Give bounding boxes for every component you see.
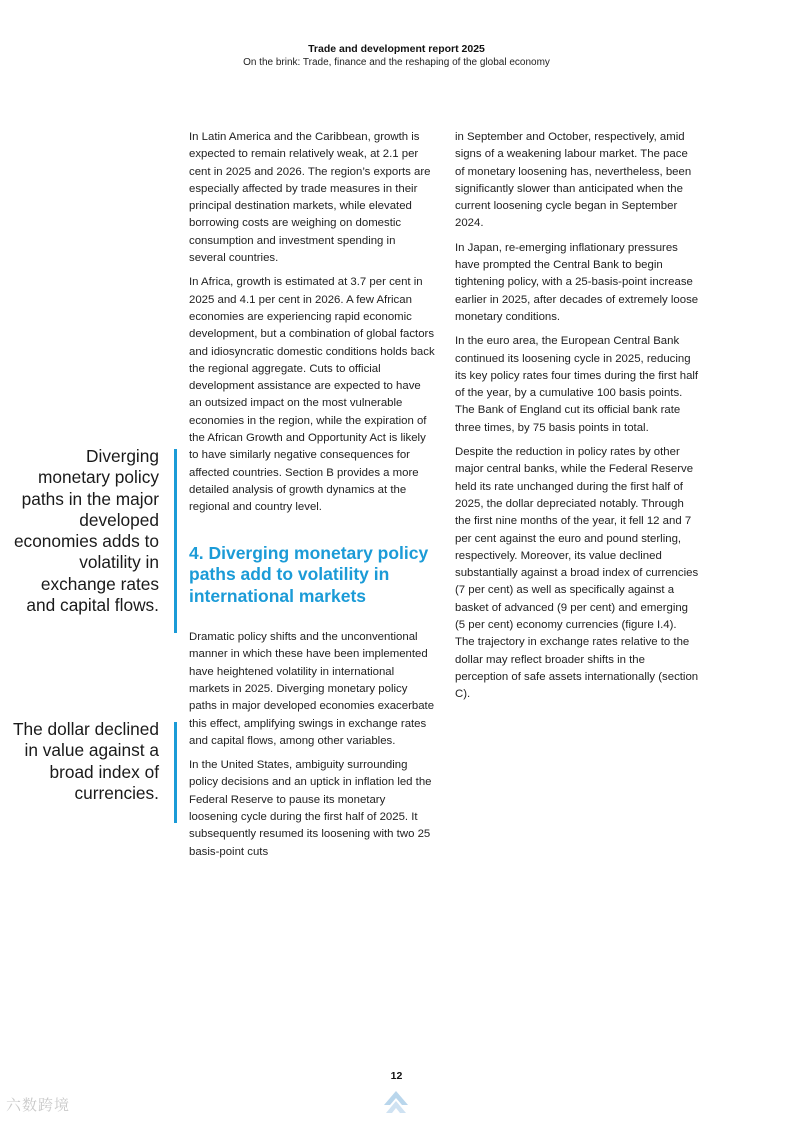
paragraph-us-continued: in September and October, respectively, amid signs of a weakening labour market. The pace of monetary loosening has, nevertheless, been significantly slower than anticipated when the current loosening cycle began in September 2024. — [455, 131, 692, 230]
paragraph-latin-america: In Latin America and the Caribbean, growth is expected to remain relatively weak, at 2.1 per cent in 2025 and 2026. The region’s exports are especially affected by trade measures in their principal destination markets, while elevated borrowing costs are weighing on domestic consumption and investment spending in several countries. — [189, 131, 431, 265]
paragraph-africa: In Africa, growth is estimated at 3.7 per cent in 2025 and 4.1 per cent in 2026. A few African economies are experiencing rapid economic development, but a combination of global factors and idiosyncratic domestic conditions holds back the regional aggregate. Cuts to official development assistance are expected to have an outsized impact on the most vulnerable economies in the region, while the expiration of the African Growth and Opportunity Act is likely to have similarly negative consequences for affected countries. Section B provides a more detailed analysis of growth dynamics at the regional and country level. — [189, 276, 435, 514]
pull-quote-monetary-policy: Diverging monetary policy paths in the major developed economies adds to volatility in exchange rates and capital flows. — [13, 446, 159, 616]
pull-quote-rule — [174, 449, 177, 633]
report-title: Trade and development report 2025 — [308, 43, 485, 55]
paragraph-japan: In Japan, re-emerging inflationary pressures have prompted the Central Bank to begin tightening policy, with a 25-basis-point increase earlier in 2025, after decades of extremely loose monetary conditions. — [455, 241, 699, 323]
body-column-right — [455, 129, 699, 711]
report-header — [0, 43, 793, 69]
paragraph-policy-shifts: Dramatic policy shifts and the unconventional manner in which these have been implemented have heightened volatility in international markets in 2025. Diverging monetary policy paths in major developed economies exacerbate this effect, amplifying swings in exchange rates and capital flows, among other variables. — [189, 631, 435, 747]
pull-quote-dollar: The dollar declined in value against a broad index of currencies. — [12, 719, 159, 803]
section-heading: 4. Diverging monetary policy paths add to volatility in international markets — [189, 542, 429, 606]
pull-quote-rule — [174, 722, 177, 823]
watermark: 六数跨境 — [6, 1097, 71, 1114]
paragraph-euro-area: In the euro area, the European Central Bank continued its loosening cycle in 2025, reducing its key policy rates four times during the first half of the year, by a cumulative 100 basis points. The Bank of England cut its official bank rate three times, by 75 basis points in total. — [455, 335, 699, 434]
report-subtitle: On the brink: Trade, finance and the reshaping of the global economy — [243, 57, 550, 68]
body-column-middle — [189, 129, 435, 868]
up-arrow-icon[interactable] — [382, 1089, 410, 1115]
paragraph-dollar: Despite the reduction in policy rates by other major central banks, while the Federal Reserve held its rate unchanged during the first half of 2025, the dollar depreciated notably. Through the first nine months of the year, it fell 12 and 7 per cent against the euro and pound sterling, respectively. Moreover, its value declined substantially against a broad index of currencies (7 per cent) as well as specifically against a basket of advanced (9 per cent) and emerging (5 per cent) economy currencies (figure I.4). The trajectory in exchange rates relative to the dollar may reflect broader shifts in the perception of safe assets internationally (section C). — [455, 446, 699, 701]
paragraph-united-states: In the United States, ambiguity surrounding policy decisions and an uptick in inflation led the Federal Reserve to pause its monetary loosening cycle during the first half of 2025. It subsequently resumed its loosening with two 25 basis-point cuts — [189, 759, 432, 858]
page-number: 12 — [390, 1070, 403, 1082]
